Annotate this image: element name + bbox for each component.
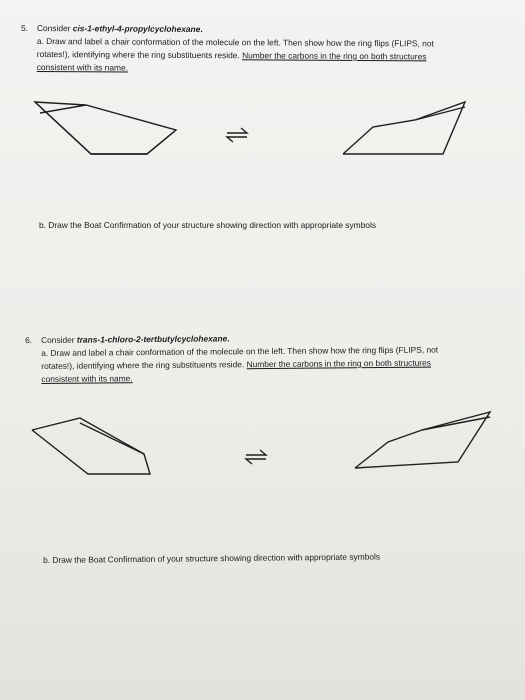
question-prompt: Consider cis-1-ethyl-4-propylcyclohexane.: [36, 22, 203, 35]
chair-left-outline: [35, 102, 175, 157]
part-a-line-1: a. Draw and label a chair conformation of the molecule on the left. Then show how the ring flips (FLIPS, not: [41, 344, 439, 358]
question-number: 5.: [20, 22, 28, 33]
question-5-part-b: b. Draw the Boat Confirmation of your structure showing direction with appropriate symbols: [39, 220, 377, 230]
equilibrium-arrows-icon: [226, 127, 248, 143]
part-a-line-2: rotates!), identifying where the ring substituents reside. Number the carbons in the ring on both structures: [41, 357, 431, 371]
compound-name: cis-1-ethyl-4-propylcyclohexane: [72, 23, 201, 34]
chair-conformation-left: [32, 418, 182, 478]
part-a-line-1: a. Draw and label a chair conformation of the molecule on the left. Then show how the ring flips (FLIPS, not: [36, 35, 434, 49]
part-a-line-3: consistent with its name.: [41, 373, 133, 384]
chair-conformation-right: [343, 102, 483, 157]
question-number: 6.: [25, 335, 33, 346]
equilibrium-arrows-icon: [245, 449, 267, 465]
question-6-part-b: b. Draw the Boat Confirmation of your structure showing direction with appropriate symbols: [43, 551, 381, 565]
part-a-line-2: rotates!), identifying where the ring substituents reside. Number the carbons in the ring on both structures: [36, 48, 427, 62]
compound-name: trans-1-chloro-2-tertbutylcyclohexane: [76, 333, 228, 345]
chair-conformation-right: [350, 410, 495, 470]
question-5: [20, 22, 434, 76]
question-prompt: Consider trans-1-chloro-2-tertbutylcyclohexane.: [41, 333, 230, 345]
question-6: [25, 331, 439, 386]
part-a-line-3: consistent with its name.: [36, 61, 128, 73]
